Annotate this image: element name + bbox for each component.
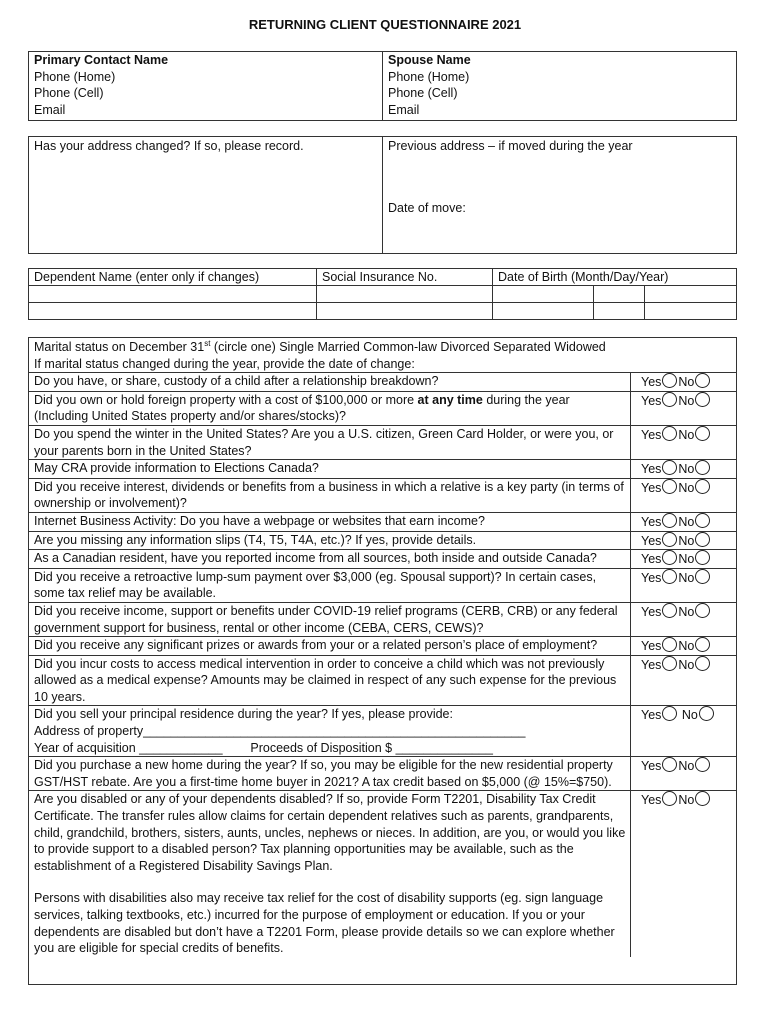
dependent-month-cell[interactable]	[493, 303, 594, 320]
yes-label: Yes	[641, 533, 662, 548]
yes-no-answer	[630, 757, 736, 790]
no-radio[interactable]	[699, 706, 714, 721]
no-radio[interactable]	[695, 791, 710, 806]
no-radio[interactable]	[695, 569, 710, 584]
question-text: Are you missing any information slips (T4, T5, T4A, etc.)? If yes, provide details.	[34, 532, 477, 547]
address-table	[28, 136, 737, 254]
yes-no-answer	[630, 532, 736, 550]
marital-change-date-label: If marital status changed during the year, provide the date of change:	[34, 356, 415, 371]
no-label: No	[678, 793, 695, 808]
spouse-contact-cell[interactable]	[383, 52, 737, 121]
dependent-row[interactable]	[29, 286, 737, 303]
no-label: No	[678, 759, 695, 774]
question-row	[29, 791, 736, 956]
dependent-name-cell[interactable]	[29, 303, 317, 320]
yes-radio[interactable]	[662, 656, 677, 671]
question-row	[29, 637, 736, 656]
dependent-day-cell[interactable]	[594, 303, 645, 320]
primary-contact-cell[interactable]	[29, 52, 383, 121]
no-radio[interactable]	[695, 513, 710, 528]
yes-no-answer	[630, 791, 736, 956]
question-text: Did you receive a retroactive lump-sum payment over $3,000 (eg. Spousal support)? In certain cases, some tax relief may be available.	[34, 569, 597, 601]
questions-section	[28, 337, 737, 985]
question-text: May CRA provide information to Elections Canada?	[34, 461, 319, 476]
no-radio[interactable]	[695, 460, 710, 475]
yes-radio[interactable]	[662, 706, 677, 721]
yes-label: Yes	[641, 552, 662, 567]
marital-status-text[interactable]	[29, 338, 736, 372]
question-row	[29, 656, 736, 707]
yes-radio[interactable]	[662, 479, 677, 494]
question-text: Do you spend the winter in the United States? Are you a U.S. citizen, Green Card Holder, or were you, or your parents born in the United States?	[34, 426, 614, 458]
spouse-phone-home-label: Phone (Home)	[388, 69, 470, 84]
question-text: As a Canadian resident, have you reported income from all sources, both inside and outside Canada?	[34, 551, 597, 566]
no-label: No	[681, 708, 698, 723]
question-text: Do you have, or share, custody of a child after a relationship breakdown?	[34, 374, 439, 389]
yes-radio[interactable]	[662, 373, 677, 388]
yes-radio[interactable]	[662, 426, 677, 441]
date-of-move-label: Date of move:	[388, 201, 466, 215]
yes-radio[interactable]	[662, 791, 677, 806]
yes-label: Yes	[641, 793, 662, 808]
yes-radio[interactable]	[662, 757, 677, 772]
no-radio[interactable]	[695, 757, 710, 772]
acquisition-proceeds-field[interactable]: Year of acquisition ____________ Proceeds of Disposition $ ______________	[34, 740, 493, 755]
yes-no-answer	[630, 550, 736, 568]
question-row	[29, 532, 736, 551]
yes-no-answer	[630, 603, 736, 636]
question-text	[29, 791, 630, 956]
dependent-sin-cell[interactable]	[317, 286, 493, 303]
no-label: No	[678, 657, 695, 672]
question-row	[29, 550, 736, 569]
yes-radio[interactable]	[662, 603, 677, 618]
dependent-year-cell[interactable]	[645, 303, 737, 320]
no-label: No	[678, 427, 695, 442]
page-title: RETURNING CLIENT QUESTIONNAIRE 2021	[248, 17, 522, 32]
question-text: Internet Business Activity: Do you have a webpage or websites that earn income?	[34, 513, 485, 528]
question-row	[29, 569, 736, 603]
yes-no-answer	[630, 426, 736, 459]
yes-radio[interactable]	[662, 569, 677, 584]
contact-table	[28, 51, 737, 121]
marital-line1: Marital status on December 31	[34, 340, 205, 354]
yes-label: Yes	[641, 759, 662, 774]
question-emphasis: at any time	[417, 392, 483, 407]
yes-no-answer	[630, 460, 736, 478]
dob-header: Date of Birth (Month/Day/Year)	[493, 269, 737, 286]
no-label: No	[678, 552, 695, 567]
yes-radio[interactable]	[662, 532, 677, 547]
question-row	[29, 513, 736, 532]
question-row	[29, 603, 736, 637]
marital-status-row	[29, 338, 736, 372]
yes-label: Yes	[641, 604, 662, 619]
dependent-name-header: Dependent Name (enter only if changes)	[29, 269, 317, 286]
question-text	[29, 392, 630, 425]
question-text-part: during the year (Including United States property and/or shares/stocks)?	[34, 392, 570, 424]
previous-address-label: Previous address – if moved during the year	[388, 139, 633, 153]
yes-no-answer	[630, 373, 736, 391]
no-radio[interactable]	[695, 550, 710, 565]
dependent-row[interactable]	[29, 303, 737, 320]
no-radio[interactable]	[695, 479, 710, 494]
question-text-part: Persons with disabilities also may receive tax relief for the cost of disability supports (eg. sign language services, talking textbooks, etc.) incurred for the purpose of employment or education. If you or your dependents are disabled but don’t have a T2201 Form, please provide details so we can explore whether you are eligible for special credits of benefits.	[34, 891, 615, 956]
yes-label: Yes	[641, 427, 662, 442]
yes-label: Yes	[641, 657, 662, 672]
question-row	[29, 426, 736, 460]
no-radio[interactable]	[695, 373, 710, 388]
spouse-phone-cell-label: Phone (Cell)	[388, 86, 458, 100]
question-text-part: Did you sell your principal residence during the year? If yes, please provide:	[34, 707, 453, 722]
yes-label: Yes	[641, 393, 662, 408]
no-radio[interactable]	[695, 603, 710, 618]
question-row	[29, 479, 736, 513]
dependent-day-cell[interactable]	[594, 286, 645, 303]
yes-label: Yes	[641, 514, 662, 529]
question-row	[29, 706, 736, 757]
yes-label: Yes	[641, 462, 662, 477]
dependent-sin-cell[interactable]	[317, 303, 493, 320]
previous-address-cell[interactable]	[383, 137, 737, 254]
yes-label: Yes	[641, 480, 662, 495]
dependent-year-cell[interactable]	[645, 286, 737, 303]
yes-no-answer	[630, 656, 736, 706]
yes-radio[interactable]	[662, 513, 677, 528]
yes-label: Yes	[641, 639, 662, 654]
yes-radio[interactable]	[662, 550, 677, 565]
no-radio[interactable]	[695, 656, 710, 671]
question-row	[29, 460, 736, 479]
question-text: Did you receive income, support or benefits under COVID-19 relief programs (CERB, CRB) or any federal government support for business, rental or other income (CEBA, CERS, CEWS)?	[34, 603, 618, 635]
no-label: No	[678, 375, 695, 390]
primary-email-label: Email	[34, 102, 66, 117]
no-label: No	[678, 533, 695, 548]
yes-no-answer	[630, 637, 736, 655]
primary-phone-home-label: Phone (Home)	[34, 69, 116, 84]
marital-options: (circle one) Single Married Common-law Divorced Separated Widowed	[210, 340, 606, 354]
sin-header: Social Insurance No.	[317, 269, 493, 286]
question-text	[29, 706, 630, 756]
no-radio[interactable]	[695, 637, 710, 652]
question-row	[29, 392, 736, 426]
no-radio[interactable]	[695, 532, 710, 547]
yes-label: Yes	[641, 708, 662, 723]
yes-no-answer	[630, 706, 736, 756]
yes-no-answer	[630, 479, 736, 512]
no-label: No	[678, 604, 695, 619]
no-label: No	[678, 639, 695, 654]
primary-phone-cell-label: Phone (Cell)	[34, 86, 104, 100]
no-label: No	[678, 570, 695, 585]
yes-no-answer	[630, 392, 736, 425]
dependents-table	[28, 268, 737, 320]
no-label: No	[678, 462, 695, 477]
yes-no-answer	[630, 569, 736, 602]
no-label: No	[678, 480, 695, 495]
question-text: Did you purchase a new home during the year? If so, you may be eligible for the new residential property GST/HST rebate. Are you a first-time home buyer in 2021? A tax credit based on $5,000 (@ 15%=$750).	[34, 758, 613, 789]
yes-label: Yes	[641, 570, 662, 585]
no-radio[interactable]	[695, 426, 710, 441]
dependent-name-cell[interactable]	[29, 286, 317, 303]
question-text: Did you incur costs to access medical intervention in order to conceive a child which was not previously allowed as a medical expense? Amounts may be claimed in respect of any such expense for the previous 10 years.	[34, 656, 617, 704]
question-row	[29, 757, 736, 791]
spouse-heading: Spouse Name	[388, 53, 471, 67]
yes-label: Yes	[641, 375, 662, 390]
question-row	[29, 372, 736, 392]
no-radio[interactable]	[695, 392, 710, 407]
address-changed-label: Has your address changed? If so, please record.	[34, 139, 304, 153]
no-label: No	[678, 514, 695, 529]
primary-contact-heading: Primary Contact Name	[34, 53, 169, 67]
no-label: No	[678, 393, 695, 408]
question-text-part: Are you disabled or any of your dependents disabled? If so, provide Form T2201, Disability Tax Credit Certificate. The transfer rules allow claims for certain dependent relatives such as parents, grandparents, child, grandchild, brothers, sisters, aunts, uncles, nephews or nieces. In addition, are you, or would you like to provide support to a disabled person? Tax planning opportunities may be available, such as the establishment of a Registered Disability Savings Plan.	[34, 792, 626, 873]
yes-no-answer	[630, 513, 736, 531]
yes-radio[interactable]	[662, 460, 677, 475]
question-text: Did you receive interest, dividends or benefits from a business in which a relative is a key party (in terms of ownership or involvement)?	[34, 479, 624, 511]
address-changed-cell[interactable]	[29, 137, 383, 254]
address-of-property-field[interactable]: Address of property_______________________________________________________	[34, 724, 526, 739]
yes-radio[interactable]	[662, 637, 677, 652]
question-text: Did you receive any significant prizes or awards from your or a related person’s place of employment?	[34, 638, 598, 653]
marital-sup: st	[204, 338, 211, 348]
yes-radio[interactable]	[662, 392, 677, 407]
question-text-part: Did you own or hold foreign property with a cost of $100,000 or more	[34, 392, 418, 407]
spouse-email-label: Email	[388, 102, 420, 117]
dependent-month-cell[interactable]	[493, 286, 594, 303]
